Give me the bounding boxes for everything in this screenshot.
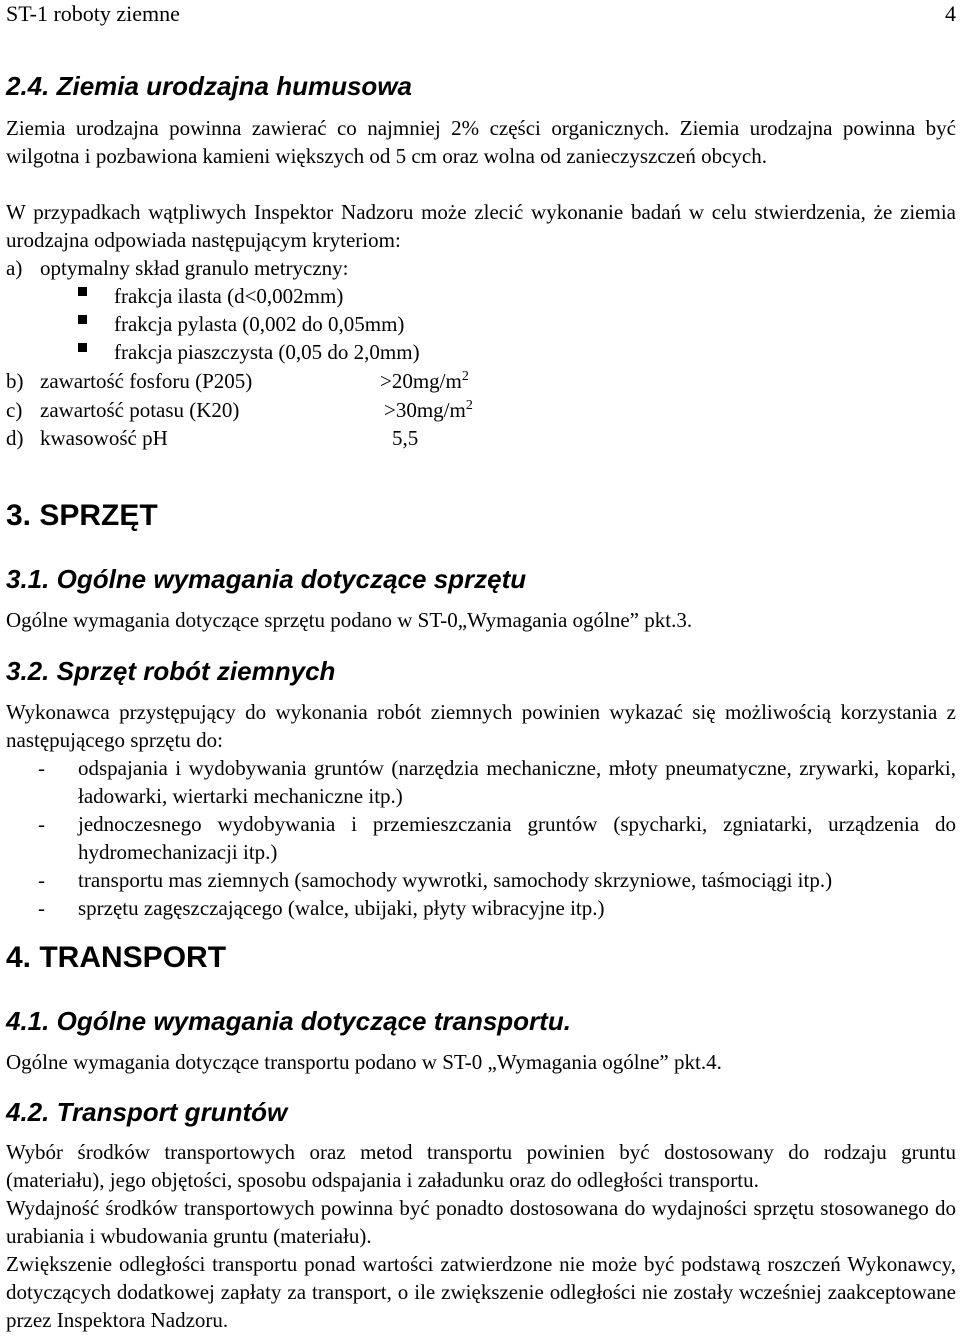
dash-marker: - bbox=[38, 896, 45, 920]
section-4-2-paragraph-3: Zwiększenie odległości transportu ponad wartości zatwierdzone nie może być podstawą roszczeń Wykonawcy, dotyczących dodatkowej zapłaty za transport, o ile zwiększenie odległości nie zostały wcześniej zaakceptowane przez Inspektora Nadzoru. bbox=[6, 1252, 956, 1332]
equipment-item-text: sprzętu zagęszczającego (walce, ubijaki, płyty wibracyjne itp.) bbox=[78, 896, 605, 920]
header-title: ST-1 roboty ziemne bbox=[6, 1, 180, 26]
section-2-4-paragraph-2: W przypadkach wątpliwych Inspektor Nadzoru może zlecić wykonanie badań w celu stwierdzenia, że ziemia urodzajna odpowiada następującym kryteriom: bbox=[6, 200, 956, 252]
criterion-a bbox=[6, 254, 349, 282]
fraction-item: frakcja ilasta (d<0,002mm) bbox=[114, 284, 344, 308]
equipment-item-text: jednoczesnego wydobywania i przemieszczania gruntów (spycharki, zgniatarki, urządzenia do hydromechanizacji itp.) bbox=[78, 812, 956, 864]
criterion-a-label: a) bbox=[6, 256, 23, 280]
criterion-c-value bbox=[384, 396, 473, 424]
section-3-1-text: Ogólne wymagania dotyczące sprzętu podano w ST-0„Wymagania ogólne” pkt.3. bbox=[6, 608, 693, 632]
equipment-list-item bbox=[6, 894, 956, 922]
criterion-d-value: 5,5 bbox=[392, 426, 419, 450]
criterion-d-label: d) bbox=[6, 426, 24, 450]
section-4-2-paragraph-1: Wybór środków transportowych oraz metod transportu powinien być dostosowany do rodzaju gruntu (materiału), jego objętości, sposobu odspajania i załadunku oraz do odległości transportu. bbox=[6, 1140, 956, 1192]
criterion-c-label: c) bbox=[6, 398, 23, 422]
page-number: 4 bbox=[945, 1, 956, 26]
page-header bbox=[6, 0, 956, 30]
section-2-4-paragraph-1: Ziemia urodzajna powinna zawierać co najmniej 2% części organicznych. Ziemia urodzajna powinna być wilgotna i pozbawiona kamieni większych od 5 cm oraz wolna od zanieczyszczeń obcych. bbox=[6, 116, 956, 168]
section-4-2-heading: 4.2. Transport gruntów bbox=[6, 1097, 288, 1127]
equipment-item-text: odspajania i wydobywania gruntów (narzędzia mechaniczne, młoty pneumatyczne, zrywarki, koparki, ładowarki, wiertarki mechaniczne itp.) bbox=[78, 756, 956, 808]
equipment-list-item bbox=[6, 866, 956, 894]
equipment-list-item bbox=[6, 810, 956, 866]
fraction-item: frakcja pylasta (0,002 do 0,05mm) bbox=[114, 312, 405, 336]
criterion-b bbox=[6, 367, 252, 395]
section-2-4-heading: 2.4. Ziemia urodzajna humusowa bbox=[6, 71, 412, 101]
criterion-b-value-sup: 2 bbox=[461, 369, 469, 384]
bullet-square-icon bbox=[78, 315, 87, 324]
section-3-2-heading: 3.2. Sprzęt robót ziemnych bbox=[6, 656, 336, 686]
dash-marker: - bbox=[38, 756, 45, 780]
dash-marker: - bbox=[38, 868, 45, 892]
section-3-2-text: Wykonawca przystępujący do wykonania robót ziemnych powinien wykazać się możliwością korzystania z następującego sprzętu do: bbox=[6, 700, 956, 752]
section-4-2-paragraph-2: Wydajność środków transportowych powinna być ponadto dostosowana do wydajności sprzętu stosowanego do urabiania i wbudowania gruntu (materiału). bbox=[6, 1196, 956, 1248]
criterion-d bbox=[6, 424, 168, 452]
section-3-1-heading: 3.1. Ogólne wymagania dotyczące sprzętu bbox=[6, 564, 527, 594]
equipment-item-text: transportu mas ziemnych (samochody wywrotki, samochody skrzyniowe, taśmociągi itp.) bbox=[78, 868, 833, 892]
section-4-1-text: Ogólne wymagania dotyczące transportu podano w ST-0 „Wymagania ogólne” pkt.4. bbox=[6, 1050, 722, 1074]
criterion-c bbox=[6, 396, 239, 424]
criterion-b-value-text: >20mg/m bbox=[380, 369, 462, 393]
criterion-b-label: b) bbox=[6, 369, 24, 393]
criterion-b-text: zawartość fosforu (P205) bbox=[40, 369, 253, 393]
criterion-b-value bbox=[380, 367, 469, 395]
criterion-d-text: kwasowość pH bbox=[40, 426, 168, 450]
equipment-list-item bbox=[6, 754, 956, 810]
section-4-1-heading: 4.1. Ogólne wymagania dotyczące transportu. bbox=[6, 1006, 571, 1036]
criterion-c-value-sup: 2 bbox=[465, 398, 473, 413]
criterion-c-value-text: >30mg/m bbox=[384, 398, 466, 422]
fraction-item: frakcja piaszczysta (0,05 do 2,0mm) bbox=[114, 340, 420, 364]
criterion-c-text: zawartość potasu (K20) bbox=[40, 398, 240, 422]
dash-marker: - bbox=[38, 812, 45, 836]
bullet-square-icon bbox=[78, 287, 87, 296]
section-3-heading: 3. SPRZĘT bbox=[6, 499, 158, 532]
bullet-square-icon bbox=[78, 343, 87, 352]
criterion-a-text: optymalny skład granulo metryczny: bbox=[40, 256, 349, 280]
section-4-heading: 4. TRANSPORT bbox=[6, 941, 227, 974]
